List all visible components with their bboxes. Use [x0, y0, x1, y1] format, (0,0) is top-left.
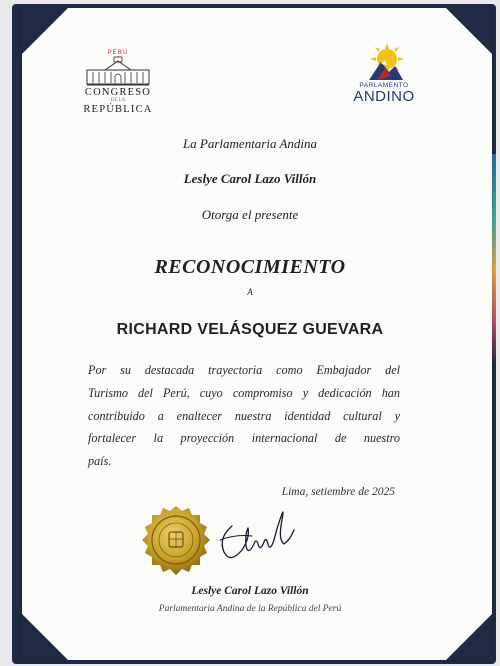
- certificate-body-line: fortalecer la proyección internacional de nuestro: [88, 431, 400, 446]
- certificate-title: RECONOCIMIENTO: [154, 256, 346, 278]
- corner-holder-top-left: [22, 8, 68, 54]
- certificate-body-line: contribuido a enaltecer nuestra identidad cultural y: [88, 408, 400, 423]
- parlamento-andino-sun-icon: [359, 42, 409, 84]
- certificate-connector: A: [247, 287, 253, 297]
- certificate-body-line: Por su destacada trayectoria como Embajador del: [88, 363, 400, 377]
- signer-name: Leslye Carol Lazo Villón: [191, 585, 309, 597]
- congreso-country: PERÚ: [107, 50, 129, 56]
- signer-title: Parlamentaria Andina de la República del Perú: [158, 604, 342, 614]
- congreso-line2: DE LA: [110, 98, 126, 103]
- congreso-logo: [80, 50, 156, 115]
- certificate-body-line: país.: [88, 454, 112, 469]
- handwritten-signature-icon: [212, 504, 302, 568]
- congreso-line3: REPÚBLICA: [83, 104, 153, 115]
- corner-holder-bottom-right: [446, 614, 492, 660]
- congreso-line1: CONGRESO: [84, 87, 152, 98]
- congress-building-icon: [83, 56, 153, 86]
- gold-seal-icon: [138, 505, 214, 579]
- certificate-grant-phrase: Otorga el presente: [201, 207, 299, 222]
- parlamento-andino-logo: [350, 42, 418, 104]
- corner-holder-top-right: [446, 8, 492, 54]
- andino-line2: ANDINO: [353, 88, 415, 105]
- certificate-grantor: Leslye Carol Lazo Villón: [183, 171, 317, 186]
- certificate-intro: La Parlamentaria Andina: [182, 136, 318, 151]
- certificate-body-line: Turismo del Perú, cuyo compromiso y dedicación han: [88, 385, 400, 400]
- corner-holder-bottom-left: [22, 614, 68, 660]
- certificate-body: [88, 359, 400, 473]
- certificate-recipient: RICHARD VELÁSQUEZ GUEVARA: [116, 321, 384, 338]
- andino-line1: PARLAMENTO: [359, 82, 409, 89]
- certificate-date: Lima, setiembre de 2025: [281, 486, 395, 498]
